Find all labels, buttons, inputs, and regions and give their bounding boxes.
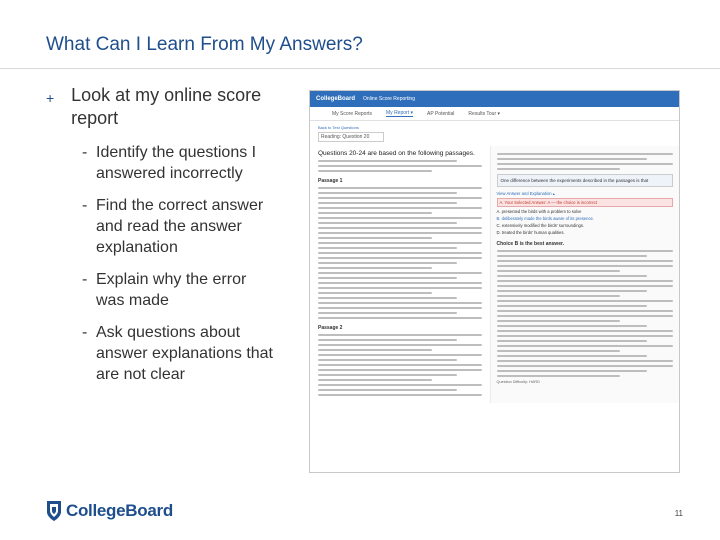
text-line: [497, 330, 673, 332]
text-line: [318, 384, 482, 386]
text-line: [318, 272, 482, 274]
dash-bullet-icon: -: [82, 271, 88, 288]
answer-option-a: A. presented the birds with a problem to solve: [496, 209, 582, 214]
passage1-label: Passage 1: [318, 178, 343, 184]
dash-bullet-icon: -: [82, 197, 88, 214]
text-line: [318, 187, 482, 189]
text-line: [318, 170, 432, 172]
sub-bullet: [73, 142, 296, 184]
explanation-heading: Choice B is the best answer.: [496, 241, 565, 247]
sub-bullet-text: Find the correct answer and read the answer explanation: [96, 197, 264, 256]
text-line: [497, 335, 673, 337]
text-line: [318, 232, 482, 234]
text-line: [318, 379, 432, 381]
tab-my-report[interactable]: My Report ▾: [386, 110, 413, 116]
text-line: [318, 160, 457, 162]
text-line: [318, 334, 482, 336]
question-box: One difference between the experiments described in the passages is that: [497, 174, 673, 187]
text-line: [318, 344, 482, 346]
text-line: [497, 340, 647, 342]
text-line: [318, 212, 432, 214]
text-line: [318, 252, 482, 254]
text-line: [318, 364, 482, 366]
text-line: [318, 277, 457, 279]
section-select[interactable]: Reading: Question 20: [318, 132, 384, 142]
text-line: [497, 168, 621, 170]
tab-my-score-reports[interactable]: My Score Reports: [332, 110, 373, 117]
text-line: [497, 295, 621, 297]
text-line: [318, 197, 482, 199]
text-line: [318, 217, 482, 219]
sub-bullet: [73, 195, 296, 258]
page-number: 11: [674, 509, 683, 518]
question-column: [490, 146, 679, 403]
report-logo: CollegeBoard: [316, 96, 356, 102]
text-line: [318, 242, 482, 244]
tab-results-tour[interactable]: Results Tour ▾: [468, 110, 501, 117]
dash-bullet-icon: -: [82, 144, 88, 161]
text-line: [318, 312, 457, 314]
text-line: [497, 260, 673, 262]
sub-bullet: [73, 269, 296, 311]
question-set-title: Questions 20-24 are based on the following passages.: [318, 150, 475, 157]
text-line: [318, 247, 457, 249]
text-line: [318, 394, 482, 396]
report-header-bar: [310, 91, 679, 107]
text-line: [497, 365, 673, 367]
text-line: [497, 290, 647, 292]
collegeboard-logo: [46, 500, 173, 522]
text-line: [318, 257, 482, 259]
report-app-subtitle: Online Score Reporting: [363, 96, 415, 102]
slide-title: What Can I Learn From My Answers?: [46, 34, 363, 55]
sub-bullet: [73, 322, 296, 385]
selected-answer-incorrect: A. Your Selected Answer: A — the choice is incorrect: [497, 198, 673, 207]
text-line: [318, 307, 482, 309]
text-line: [318, 227, 482, 229]
text-line: [497, 350, 621, 352]
text-line: [497, 345, 673, 347]
text-line: [497, 280, 673, 282]
passage2-label: Passage 2: [318, 325, 343, 331]
text-line: [497, 158, 647, 160]
text-line: [497, 325, 647, 327]
plus-bullet-icon: +: [46, 90, 55, 106]
text-line: [318, 287, 482, 289]
text-line: [497, 315, 673, 317]
text-line: [318, 317, 482, 319]
text-line: [318, 354, 482, 356]
text-line: [318, 165, 482, 167]
main-bullet-text: Look at my online score report: [71, 85, 262, 128]
text-line: [497, 310, 673, 312]
back-link[interactable]: Back to Test Questions: [318, 125, 359, 130]
answer-option-d: D. treated the birds' human qualities.: [496, 230, 565, 235]
text-line: [318, 389, 457, 391]
question-difficulty: Question Difficulty: HARD: [496, 380, 540, 384]
text-line: [318, 282, 482, 284]
report-subheader: [310, 121, 679, 146]
text-line: [318, 237, 432, 239]
sub-bullet-text: Identify the questions I answered incorrectly: [96, 144, 257, 182]
text-line: [318, 292, 432, 294]
text-line: [318, 202, 457, 204]
text-line: [497, 275, 647, 277]
bullet-list: [46, 84, 296, 396]
text-line: [497, 270, 621, 272]
answer-option-b: B. deliberately made the birds aware of its presence.: [496, 216, 595, 221]
shield-icon: [46, 500, 62, 522]
text-line: [318, 339, 457, 341]
text-line: [497, 375, 621, 377]
text-line: [497, 265, 673, 267]
text-line: [497, 153, 673, 155]
report-tabs: [310, 107, 679, 121]
passage-column: [310, 146, 490, 403]
text-line: [318, 192, 457, 194]
tab-ap-potential[interactable]: AP Potential: [426, 110, 455, 117]
text-line: [497, 360, 673, 362]
text-line: [497, 255, 647, 257]
view-answer-link[interactable]: View Answer and Explanation ▴: [496, 191, 555, 196]
score-report-screenshot: [309, 90, 680, 473]
text-line: [497, 320, 621, 322]
sub-bullet-text: Explain why the error was made: [96, 271, 247, 309]
logo-text: CollegeBoard: [66, 501, 173, 520]
text-line: [497, 300, 673, 302]
text-line: [497, 370, 647, 372]
text-line: [318, 222, 457, 224]
text-line: [318, 359, 457, 361]
text-line: [318, 374, 457, 376]
text-line: [318, 349, 432, 351]
main-bullet: [46, 84, 296, 130]
text-line: [318, 369, 482, 371]
title-divider: [0, 68, 720, 69]
text-line: [318, 267, 432, 269]
text-line: [497, 355, 647, 357]
text-line: [318, 302, 482, 304]
report-body: [310, 146, 679, 403]
answer-option-c: C. extensively modified the birds' surroundings.: [496, 223, 585, 228]
text-line: [318, 262, 457, 264]
text-line: [497, 163, 673, 165]
text-line: [318, 207, 482, 209]
text-line: [497, 305, 647, 307]
text-line: [497, 285, 673, 287]
text-line: [318, 297, 457, 299]
sub-bullet-text: Ask questions about answer explanations that are not clear: [96, 324, 273, 383]
dash-bullet-icon: -: [82, 324, 88, 341]
text-line: [497, 250, 673, 252]
